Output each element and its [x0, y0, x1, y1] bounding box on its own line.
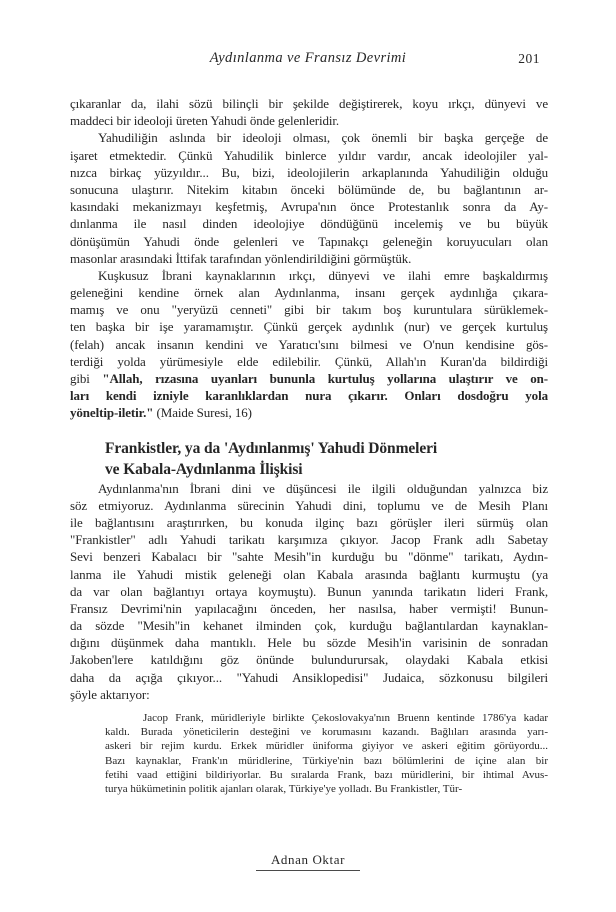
text-line: da sözde "Mesih"in kehanet ilminden çok, kurduğu bağlantılardan kaynaklan-: [70, 618, 548, 634]
text-line: nızca birkaç yüzyıldır... Bu, bizi, ideolojilerin arkaplanında Yahudiliğin olduğu: [70, 164, 548, 180]
text-line: Sevi benzeri Kabalacı bir "sahte Mesih"in kurduğu bu "dönme" tarikatı, Aydın-: [70, 549, 548, 565]
text-line: yöneltip-iletir." (Maide Suresi, 16): [70, 405, 252, 421]
footer-author: Adnan Oktar: [256, 852, 360, 871]
running-header: [0, 50, 616, 70]
text-line: işaret etmektedir. Çünkü Yahudilik binlerce yıldır vardır, ancak ideolojiler yal-: [70, 147, 548, 163]
text-line: Jakoben'lere katıldığını göz önünde bulundurursak, olaydaki Kabala etkisi: [70, 652, 548, 668]
text-line: da var olan bağlantıyı ortaya koymuştu). Bunun yanında tarikatın lideri Frank,: [70, 583, 548, 599]
page-number: 201: [518, 51, 540, 66]
text-line: Yahudiliğin aslında bir ideoloji olması, çok önemli bir başka gerçeğe de: [98, 130, 548, 146]
page-footer: [0, 851, 616, 871]
text-line: daha da açığa çıkıyor... "Yahudi Ansiklopedisi" Judaica, sözkonusu bilgileri: [70, 669, 548, 685]
section-heading: [70, 438, 548, 480]
text-line: Frankistler, ya da 'Aydınlanmış' Yahudi Dönmeleri: [105, 439, 438, 457]
text-line: turya hükümetinin politik ajanları olarak, Türkiye'ye yolladı. Bu Frankistler, Tür-: [105, 782, 463, 795]
text-line: fetihi vaad ettiğini bildiriyorlar. Bu sıralarda Frank, bazı müridlerini, bir ihtimal Avus-: [105, 768, 548, 781]
text-line: sonucuna ulaştırır. Nitekim kitabın önceki bölümünde de, bu bağlantının ar-: [70, 181, 548, 197]
block-quote: [105, 711, 548, 796]
body-paragraph: [70, 129, 548, 267]
body-paragraph: [70, 480, 548, 703]
header-title: Aydınlanma ve Fransız Devrimi: [209, 50, 407, 66]
text-line: kaldı. Burada yöneticilerin desteğini ve korumasını kazandı. Bağlıları arasında yarı-: [105, 726, 548, 739]
text-line: masonlar arasındaki İttifak tarafından yönlendirildiğini görmüştük.: [70, 250, 412, 266]
text-line: ve Kabala-Aydınlanma İlişkisi: [105, 460, 303, 478]
text-line: ile bağlantısını araştırırken, bu konuda ilginç bazı görüşler ileri sürmüş olan: [70, 514, 548, 530]
content: [70, 95, 548, 796]
text-line: Fransız Devrimi'nin yapılacağını önceden, her nasılsa, haber vermişti! Bunun-: [70, 600, 548, 616]
body-paragraph: [70, 267, 548, 422]
text-line: lanma ile Yahudi mistik geleneği olan Kabala arasında bağlantı kurmuştu (ya: [70, 566, 548, 582]
text-line: ları kendi izniyle karanlıklardan nura çıkarır. Onları dosdoğru yola: [70, 388, 548, 404]
text-line: terdiği yolda yürümesiyle elde edilebilir. Çünkü, Allah'ın Kuran'da bildirdiği: [70, 353, 548, 369]
text-line: kasındaki mekanizmayı keşfetmiş, Avrupa'nın önce Protestanlık sonra da Ay-: [70, 199, 548, 215]
text-line: çıkaranlar da, ilahi sözü bilinçli bir şekilde değiştirerek, koyu ırkçı, dünyevi ve: [70, 96, 548, 111]
text-line: Kuşkusuz İbrani kaynaklarının ırkçı, dünyevi ve ilahi emre başkaldırmış: [98, 267, 548, 283]
body-paragraph: [70, 95, 548, 129]
text-line: gibi "Allah, rızasına uyanları bununla kurtuluş yollarına ulaştırır ve on-: [70, 371, 548, 386]
text-line: Jacop Frank, müridleriyle birlikte Çekoslovakya'nın Bruenn kentinde 1786'ya kadar: [143, 712, 548, 724]
text-line: ten başka bir işe yaramamıştır. Çünkü gerçek aydınlık (nur) ve gerçek kurtuluş: [70, 319, 548, 335]
text-line: (felah) ancak insanın kendini ve Yaratıcı'sını bilmesi ve O'nun kendisine gös-: [70, 336, 548, 352]
text-line: Aydınlanma'nın İbrani dini ve düşüncesi ile ilgili olduğundan yalnızca biz: [98, 480, 548, 496]
text-line: dönüşümün Yahudi önde gelenleri ve Tapınakçı geleneğin koruyucuları olan: [70, 233, 548, 249]
text-line: şöyle aktarıyor:: [70, 686, 150, 702]
text-line: söz etmiyoruz. Aydınlanma sürecinin Yahudi dini, toplumu ve de Mesih Planı: [70, 497, 548, 513]
text-line: "Frankistler" adlı Yahudi tarikatı karşımıza çıkıyor. Jacop Frank adlı Sabetay: [70, 532, 548, 548]
text-line: dığını düşünmek daha mantıklı. Hele bu sözde Mesih'in varisinin de sonradan: [70, 635, 548, 651]
text-line: askeri bir rejim kurdu. Erkek müridler üniforma giyiyor ve askeri eğitim görüyordu...: [105, 740, 548, 753]
text-line: geleneğini kendine örnek alan Aydınlanma, insanı gerçek aydınlığa çıkara-: [70, 285, 548, 301]
text-line: mamış ve onu "yeryüzü cenneti" gibi bir takım boş kuruntulara sürüklemek-: [70, 302, 548, 318]
text-line: Bazı kaynaklar, Frank'ın müridlerine, Türkiye'nin bazı bölümlerini de içine alan bir: [105, 754, 548, 767]
text-line: dınlanma ile nasıl dinden ideolojiye döndüğünü incelemiş ve bu büyük: [70, 216, 548, 232]
text-line: maddeci bir ideoloji üreten Yahudi önde gelenleridir.: [70, 113, 340, 129]
